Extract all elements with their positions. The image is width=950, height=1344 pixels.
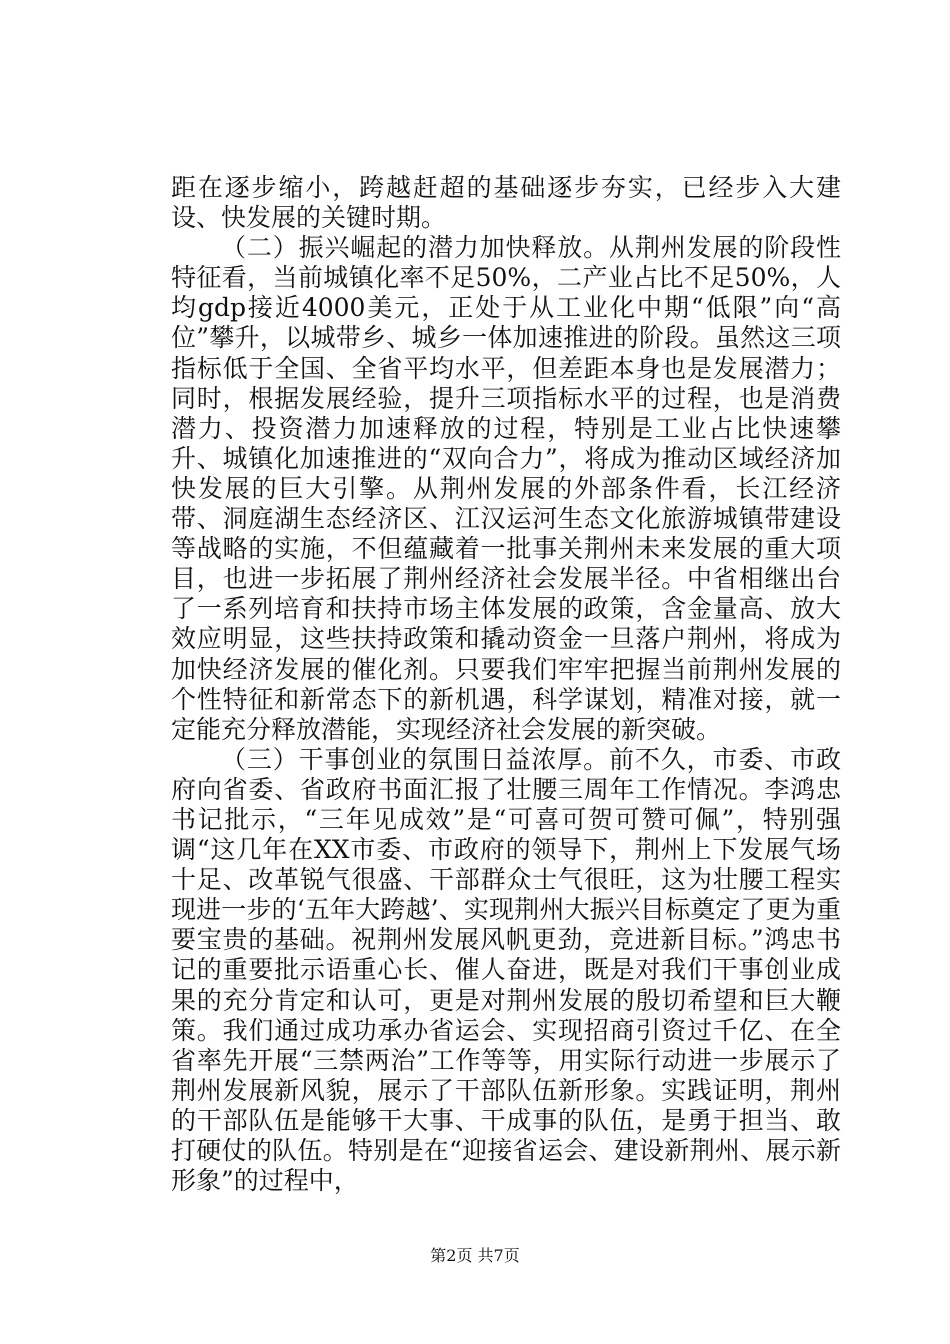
paragraph-section-two: （二）振兴崛起的潜力加快释放。从荆州发展的阶段性特征看，当前城镇化率不足50%，二产业占比不足50%，人均gdp接近4000美元，正处于从工业化中期“低限”向“高位”攀升，以城带乡、城乡一体加速推进的阶段。虽然这三项指标低于全国、全省平均水平，但差距本身也是发展潜力；同时，根据发展经验，提升三项指标水平的过程，也是消费潜力、投资潜力加速释放的过程，特别是工业占比快速攀升、城镇化加速推进的“双向合力”，将成为推动区域经济加快发展的巨大引擎。从荆州发展的外部条件看，长江经济带、洞庭湖生态经济区、江汉运河生态文化旅游城镇带建设等战略的实施，不但蕴藏着一批事关荆州未来发展的重大项目，也进一步拓展了荆州经济社会发展半径。中省相继出台了一系列培育和扶持市场主体发展的政策，含金量高、放大效应明显，这些扶持政策和撬动资金一旦落户荆州，将成为加快经济发展的催化剂。只要我们牢牢把握当前荆州发展的个性特征和新常态下的新机遇，科学谋划，精准对接，就一定能充分释放潜能，实现经济社会发展的新突破。	[171, 233, 841, 744]
paragraph-continuation: 距在逐步缩小，跨越赶超的基础逐步夯实，已经步入大建设、快发展的关键时期。	[171, 173, 841, 233]
page-number: 第2页 共7页	[430, 1246, 520, 1265]
page-footer	[0, 1246, 950, 1266]
paragraph-section-three: （三）干事创业的氛围日益浓厚。前不久，市委、市政府向省委、省政府书面汇报了壮腰三周年工作情况。李鸿忠书记批示，“三年见成效”是“可喜可贺可赞可佩”，特别强调“这几年在XX市委、市政府的领导下，荆州上下发展气场十足、改革锐气很盛、干部群众士气很旺，这为壮腰工程实现进一步的‘五年大跨越’、实现荆州大振兴目标奠定了更为重要宝贵的基础。祝荆州发展风帆更劲，竞进新目标。”鸿忠书记的重要批示语重心长、催人奋进，既是对我们干事创业成果的充分肯定和认可，更是对荆州发展的殷切希望和巨大鞭策。我们通过成功承办省运会、实现招商引资过千亿、在全省率先开展“三禁两治”工作等等，用实际行动进一步展示了荆州发展新风貌，展示了干部队伍新形象。实践证明，荆州的干部队伍是能够干大事、干成事的队伍，是勇于担当、敢打硬仗的队伍。特别是在“迎接省运会、建设新荆州、展示新形象”的过程中，	[171, 744, 841, 1196]
document-body	[171, 173, 841, 1196]
